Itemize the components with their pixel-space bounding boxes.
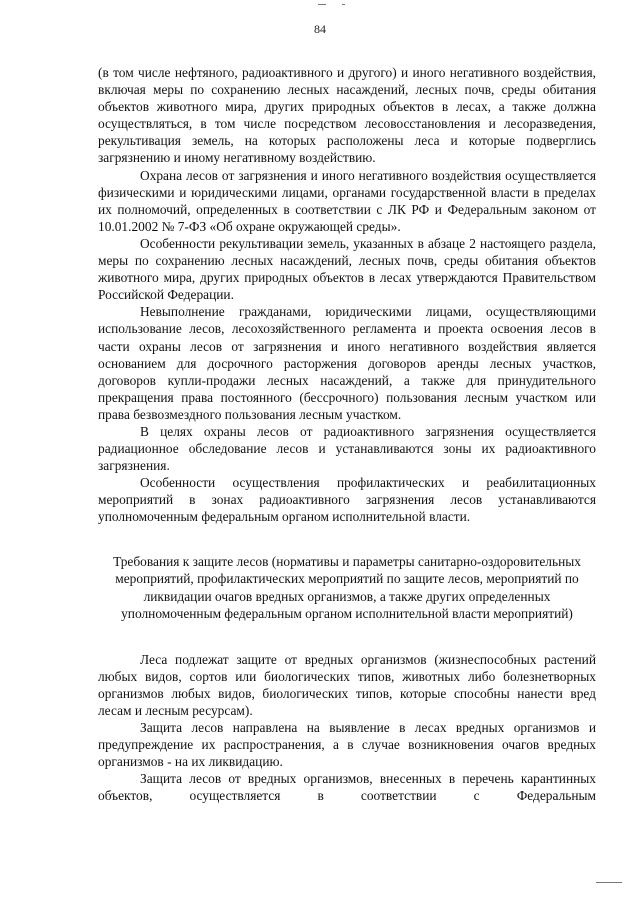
scan-artifact bbox=[318, 4, 326, 5]
paragraph-non-compliance: Невыполнение гражданами, юридическими лицами, осуществляющими использование лесов, лесохозяйственного регламента и проекта освоения лесов в части охраны лесов от загрязнения и иного негативного воздействия является основанием для досрочного расторжения договоров аренды лесных участков, договоров купли-продажи лесных насаждений, а также для принудительного прекращения права постоянного (бессрочного) пользования лесным участком или права безвозмездного пользования лесным участком. bbox=[98, 304, 596, 422]
page-number: 84 bbox=[314, 22, 326, 36]
paragraph-continuation: (в том числе нефтяного, радиоактивного и другого) и иного негативного воздействия, включая меры по сохранению лесных насаждений, лесных почв, среды обитания объектов животного мира, других природных объектов в лесах, а также должна осуществляться, в том числе посредством лесовосстановления и лесоразведения, рекультивация земель, на которых расположены леса и которые подверглись загрязнению и иному негативному воздействию. bbox=[98, 65, 596, 166]
paragraph-forest-protection-responsibility: Охрана лесов от загрязнения и иного негативного воздействия осуществляется физическими и юридическими лицами, органами государственной власти в пределах их полномочий, определенных в соответствии с ЛК РФ и Федеральным законом от 10.01.2002 № 7-ФЗ «Об охране окружающей среды». bbox=[98, 167, 596, 234]
paragraph-quarantine-objects: Защита лесов от вредных организмов, внесенных в перечень карантинных объектов, осуществляется в соответствии с Федеральным bbox=[98, 771, 596, 804]
paragraph-pest-protection: Леса подлежат защите от вредных организмов (жизнеспособных растений любых видов, сортов или биологических типов, животных либо болезнетворных организмов любых видов, биологических типов, которые способны нанести вред лесам и лесным ресурсам). bbox=[98, 651, 596, 718]
document-body bbox=[98, 64, 596, 804]
scan-artifact bbox=[342, 4, 345, 5]
paragraph-rehabilitation-measures: Особенности осуществления профилактических и реабилитационных мероприятий в зонах радиоактивного загрязнения лесов устанавливаются уполномоченным федеральным органом исполнительной власти. bbox=[98, 475, 596, 525]
paragraph-radiation-survey: В целях охраны лесов от радиоактивного загрязнения осуществляется радиационное обследование лесов и устанавливаются зоны их радиоактивного загрязнения. bbox=[98, 423, 596, 474]
paragraph-pest-detection: Защита лесов направлена на выявление в лесах вредных организмов и предупреждение их распространения, а в случае возникновения очагов вредных организмов - на их ликвидацию. bbox=[98, 719, 596, 770]
scan-artifact bbox=[596, 882, 622, 883]
paragraph-recultivation: Особенности рекультивации земель, указанных в абзаце 2 настоящего раздела, меры по сохранению лесных насаждений, лесных почв, среды обитания объектов животного мира, других природных объектов в лесах утверждаются Правительством Российской Федерации. bbox=[98, 235, 596, 303]
section-heading: Требования к защите лесов (нормативы и параметры санитарно-оздоровительных мероприятий, профилактических мероприятий по защите лесов, мероприятий по ликвидации очагов вредных организмов, а также других определенных уполномоченным федеральным органом исполнительной власти мероприятий) bbox=[113, 553, 581, 622]
